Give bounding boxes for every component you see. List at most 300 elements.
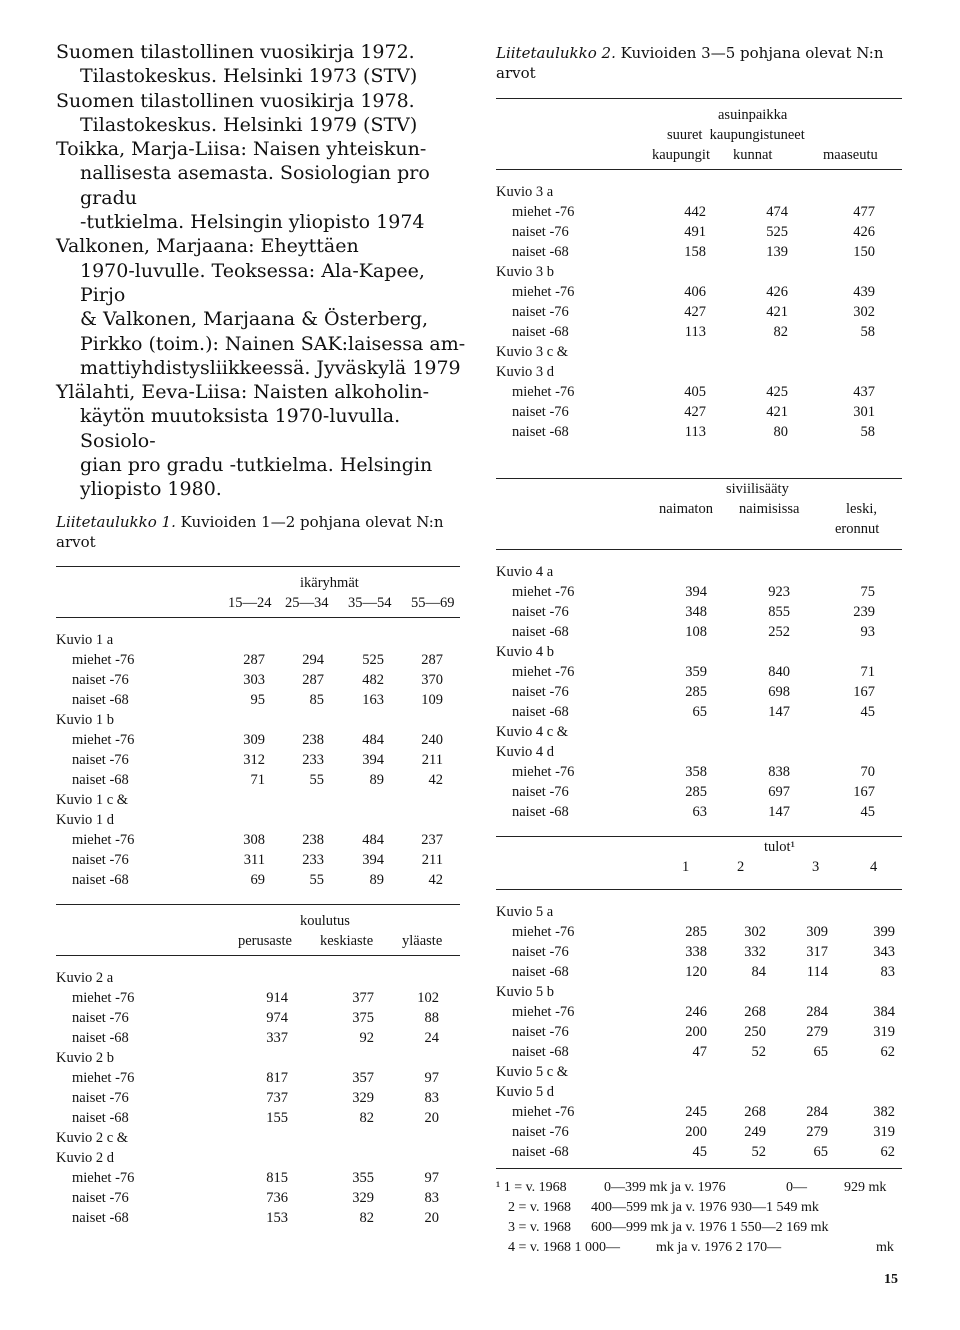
table-row <box>56 1128 460 1148</box>
table-row <box>496 642 902 662</box>
reference-entry <box>56 89 466 138</box>
column-group-header <box>496 479 902 499</box>
table-cell: 42 <box>428 772 443 788</box>
table-cell: 359 <box>685 664 707 680</box>
table-row <box>496 902 902 922</box>
reference-line: 1970-luvulle. Teoksessa: Ala-Kapee, Pirjo <box>80 259 425 306</box>
table-cell: 200 <box>685 1024 707 1040</box>
row-label: Kuvio 4 c & <box>496 724 569 740</box>
table-cell: 375 <box>352 1010 374 1026</box>
footnote-part: 600—999 mk ja v. 1976 1 550—2 169 mk <box>591 1220 829 1235</box>
column-group-label: ikäryhmät <box>300 575 359 591</box>
table-cell: 63 <box>692 804 707 820</box>
table-cell: 525 <box>362 652 384 668</box>
row-label: naiset -68 <box>512 1144 569 1160</box>
table2-caption-text: Kuvioiden 3—5 pohjana olevat N:n <box>620 44 884 62</box>
row-label: naiset -68 <box>512 424 569 440</box>
footnote-part: 929 mk <box>844 1180 887 1195</box>
table-cell: 384 <box>873 1004 895 1020</box>
table-cell: 24 <box>424 1030 439 1046</box>
table-row <box>56 988 460 1008</box>
table-cell: 52 <box>751 1044 766 1060</box>
table-cell: 442 <box>684 204 706 220</box>
table-row <box>56 730 460 750</box>
reference-line: Suomen tilastollinen vuosikirja 1978. <box>56 89 415 112</box>
table-row <box>496 722 902 742</box>
table-cell: 237 <box>421 832 443 848</box>
table-row <box>56 1088 460 1108</box>
table-cell: 65 <box>813 1144 828 1160</box>
table-row <box>496 1002 902 1022</box>
table-row <box>56 710 460 730</box>
column-header: 1 <box>682 859 690 875</box>
table-row <box>496 1122 902 1142</box>
table-cell: 287 <box>243 652 265 668</box>
table-row <box>56 1028 460 1048</box>
table-cell: 303 <box>243 672 265 688</box>
table-cell: 817 <box>266 1070 288 1086</box>
table-cell: 238 <box>302 732 324 748</box>
table-row <box>496 322 902 342</box>
table-cell: 42 <box>428 872 443 888</box>
table-cell: 268 <box>744 1004 766 1020</box>
row-label: naiset -68 <box>512 964 569 980</box>
row-label: naiset -76 <box>512 684 569 700</box>
footnote-part: 0— <box>786 1180 807 1195</box>
table1-caption-text: Kuvioiden 1—2 pohjana olevat N:n <box>180 513 444 531</box>
row-label: naiset -68 <box>512 244 569 260</box>
row-label: miehet -76 <box>72 990 135 1006</box>
row-label: Kuvio 5 a <box>496 904 554 920</box>
table-row <box>496 982 902 1002</box>
reference-entry <box>56 40 466 89</box>
table-cell: 332 <box>744 944 766 960</box>
table-cell: 89 <box>369 872 384 888</box>
column-headers <box>496 145 902 165</box>
row-label: miehet -76 <box>72 652 135 668</box>
table-cell: 370 <box>421 672 443 688</box>
table-cell: 329 <box>352 1190 374 1206</box>
table-cell: 317 <box>806 944 828 960</box>
footnote-part: 4 = v. 1968 1 000— <box>508 1240 620 1255</box>
table-row <box>496 222 902 242</box>
table-cell: 70 <box>860 764 875 780</box>
table-cell: 348 <box>685 604 707 620</box>
row-label: Kuvio 4 d <box>496 744 554 760</box>
column-group-header <box>496 837 902 857</box>
table-row <box>496 802 902 822</box>
table-cell: 338 <box>685 944 707 960</box>
row-label: Kuvio 1 c & <box>56 792 129 808</box>
table-row <box>496 202 902 222</box>
table-cell: 246 <box>685 1004 707 1020</box>
row-label: naiset -76 <box>512 944 569 960</box>
row-label: miehet -76 <box>72 832 135 848</box>
table-row <box>496 742 902 762</box>
row-label: naiset -68 <box>512 704 569 720</box>
row-label: naiset -76 <box>72 1190 129 1206</box>
table-body-spacer <box>496 170 902 182</box>
column-header: naimisissa <box>739 501 800 517</box>
column-header: 25—34 <box>285 595 329 611</box>
footnote-rule <box>496 1168 902 1169</box>
reference-line: Valkonen, Marjaana: Eheyttäen <box>56 235 359 258</box>
row-label: miehet -76 <box>512 764 575 780</box>
column-group-label: asuinpaikka <box>718 107 788 123</box>
table-row <box>496 302 902 322</box>
row-label: naiset -68 <box>72 1210 129 1226</box>
table-cell: 284 <box>806 1004 828 1020</box>
table-row <box>496 762 902 782</box>
row-label: naiset -76 <box>72 1010 129 1026</box>
table-row <box>56 690 460 710</box>
table-cell: 71 <box>860 664 875 680</box>
table-row <box>496 1142 902 1162</box>
table-cell: 974 <box>266 1010 288 1026</box>
footnote-part: ¹ 1 = v. 1968 <box>496 1180 567 1195</box>
column-header: eronnut <box>835 521 880 537</box>
table-cell: 815 <box>266 1170 288 1186</box>
row-label: Kuvio 2 a <box>56 970 114 986</box>
table-cell: 923 <box>768 584 790 600</box>
table-cell: 425 <box>766 384 788 400</box>
table-cell: 153 <box>266 1210 288 1226</box>
row-label: naiset -76 <box>512 604 569 620</box>
table-row <box>496 702 902 722</box>
table-cell: 427 <box>684 304 706 320</box>
table-cell: 279 <box>806 1124 828 1140</box>
table-cell: 421 <box>766 404 788 420</box>
table-row <box>496 582 902 602</box>
table-row <box>56 1068 460 1088</box>
row-label: naiset -76 <box>72 1090 129 1106</box>
reference-line: käytön muutoksista 1970-luvulla. Sosiolo- <box>80 405 401 452</box>
column-header: 55—69 <box>411 595 455 611</box>
table-cell: 855 <box>768 604 790 620</box>
table-cell: 83 <box>424 1190 439 1206</box>
table-cell: 108 <box>685 624 707 640</box>
table-cell: 308 <box>243 832 265 848</box>
table-cell: 65 <box>813 1044 828 1060</box>
table-row <box>496 662 902 682</box>
reference-line: mattiyhdistysliikkeessä. Jyväskylä 1979 <box>80 356 461 379</box>
table-row <box>496 382 902 402</box>
table-cell: 93 <box>860 624 875 640</box>
table-cell: 113 <box>684 424 706 440</box>
table2-caption <box>496 43 906 83</box>
table-cell: 285 <box>685 924 707 940</box>
table-row <box>496 242 902 262</box>
column-header: 15—24 <box>228 595 272 611</box>
table-cell: 394 <box>685 584 707 600</box>
table-cell: 319 <box>873 1024 895 1040</box>
table-cell: 65 <box>692 704 707 720</box>
table-row <box>496 942 902 962</box>
row-label: naiset -76 <box>512 1024 569 1040</box>
footnote-part: 0—399 mk ja v. 1976 <box>604 1180 726 1195</box>
table-cell: 343 <box>873 944 895 960</box>
row-label: naiset -68 <box>72 872 129 888</box>
table-cell: 737 <box>266 1090 288 1106</box>
row-label: naiset -68 <box>72 1030 129 1046</box>
column-headers <box>496 499 902 519</box>
table2-residence-section <box>496 98 902 442</box>
table-body-spacer <box>496 550 902 562</box>
table-cell: 113 <box>684 324 706 340</box>
table-cell: 45 <box>860 804 875 820</box>
row-label: naiset -76 <box>512 224 569 240</box>
table-cell: 311 <box>243 852 265 868</box>
row-label: naiset -68 <box>512 624 569 640</box>
table-cell: 47 <box>692 1044 707 1060</box>
table-cell: 109 <box>421 692 443 708</box>
table2-caption-line2: arvot <box>496 64 536 82</box>
row-label: naiset -68 <box>72 692 129 708</box>
table-cell: 406 <box>684 284 706 300</box>
table-cell: 697 <box>768 784 790 800</box>
table-cell: 302 <box>853 304 875 320</box>
table-row <box>56 1048 460 1068</box>
column-header: leski, <box>846 501 878 517</box>
table-row <box>496 342 902 362</box>
table1-age-section <box>56 566 460 890</box>
table-cell: 52 <box>751 1144 766 1160</box>
column-header: perusaste <box>238 933 292 949</box>
table-row <box>496 182 902 202</box>
table-row <box>56 1008 460 1028</box>
row-label: Kuvio 1 d <box>56 812 114 828</box>
table2-marital-section <box>496 478 902 822</box>
column-header: maaseutu <box>823 147 878 163</box>
table-row <box>56 790 460 810</box>
table-cell: 294 <box>302 652 324 668</box>
table-cell: 85 <box>309 692 324 708</box>
table-body-spacer <box>56 956 460 968</box>
row-label: Kuvio 2 d <box>56 1150 114 1166</box>
row-label: naiset -76 <box>72 672 129 688</box>
table-cell: 439 <box>853 284 875 300</box>
table-cell: 284 <box>806 1104 828 1120</box>
table-cell: 97 <box>424 1070 439 1086</box>
row-label: miehet -76 <box>512 924 575 940</box>
footnote-part: 400—599 mk ja v. 1976 <box>591 1200 727 1215</box>
row-label: naiset -68 <box>72 1110 129 1126</box>
table-cell: 233 <box>302 752 324 768</box>
reference-entry <box>56 234 466 380</box>
table-cell: 421 <box>766 304 788 320</box>
row-label: miehet -76 <box>512 204 575 220</box>
table-row <box>56 750 460 770</box>
table-row <box>56 870 460 890</box>
table-cell: 92 <box>359 1030 374 1046</box>
column-header: kunnat <box>733 147 773 163</box>
table-cell: 698 <box>768 684 790 700</box>
row-label: miehet -76 <box>72 1070 135 1086</box>
table-row <box>56 1168 460 1188</box>
row-label: Kuvio 3 a <box>496 184 554 200</box>
table-cell: 249 <box>744 1124 766 1140</box>
table-cell: 163 <box>362 692 384 708</box>
footnote-part: 3 = v. 1968 <box>508 1220 571 1235</box>
table-row <box>56 650 460 670</box>
table-cell: 20 <box>424 1110 439 1126</box>
row-label: Kuvio 3 b <box>496 264 554 280</box>
footnote-line <box>496 1198 906 1218</box>
table-cell: 252 <box>768 624 790 640</box>
table-row <box>496 602 902 622</box>
column-subgroup-label: suuret kaupungistuneet <box>667 127 805 143</box>
table-cell: 82 <box>359 1110 374 1126</box>
row-label: Kuvio 5 d <box>496 1084 554 1100</box>
column-subgroup-header <box>496 125 902 145</box>
footnote-part: 930—1 549 mk <box>731 1200 819 1215</box>
column-headers <box>56 593 460 613</box>
table-cell: 474 <box>766 204 788 220</box>
table-cell: 484 <box>362 832 384 848</box>
table1-caption-line2: arvot <box>56 533 96 551</box>
table-cell: 337 <box>266 1030 288 1046</box>
table2-caption-label: Liitetaulukko 2. <box>496 44 616 62</box>
reference-line: Tilastokeskus. Helsinki 1973 (STV) <box>80 65 418 88</box>
table-cell: 58 <box>860 424 875 440</box>
column-group-label: tulot¹ <box>764 839 795 855</box>
table-cell: 287 <box>421 652 443 668</box>
row-label: Kuvio 4 b <box>496 644 554 660</box>
table-cell: 58 <box>860 324 875 340</box>
table-row <box>496 282 902 302</box>
reference-line: & Valkonen, Marjaana & Österberg, <box>80 308 429 331</box>
row-label: naiset -68 <box>512 804 569 820</box>
column-header: naimaton <box>659 501 713 517</box>
reference-line: Ylälahti, Eeva-Liisa: Naisten alkoholin- <box>56 381 430 404</box>
footnote-line <box>496 1218 906 1238</box>
reference-entry <box>56 380 466 501</box>
footnote-part: mk <box>876 1240 894 1255</box>
table-cell: 147 <box>768 804 790 820</box>
table-row <box>496 1082 902 1102</box>
row-label: naiset -76 <box>72 852 129 868</box>
table-cell: 20 <box>424 1210 439 1226</box>
table-row <box>496 622 902 642</box>
column-header: 35—54 <box>348 595 392 611</box>
table-cell: 211 <box>421 852 443 868</box>
reference-line: Toikka, Marja-Liisa: Naisen yhteiskun- <box>56 138 427 161</box>
table-row <box>496 262 902 282</box>
income-footnote <box>496 1178 906 1258</box>
reference-line: yliopisto 1980. <box>80 478 222 501</box>
table-cell: 158 <box>684 244 706 260</box>
column-header: 2 <box>737 859 745 875</box>
column-headers <box>496 857 902 877</box>
table-cell: 285 <box>685 684 707 700</box>
table-cell: 71 <box>250 772 265 788</box>
table-row <box>496 782 902 802</box>
table-cell: 437 <box>853 384 875 400</box>
table-cell: 484 <box>362 732 384 748</box>
table1-education-section <box>56 904 460 1228</box>
table-cell: 139 <box>766 244 788 260</box>
table-cell: 309 <box>243 732 265 748</box>
column-group-header <box>496 105 902 125</box>
row-label: miehet -76 <box>512 584 575 600</box>
table-cell: 312 <box>243 752 265 768</box>
table-body-spacer <box>56 618 460 630</box>
column-group-header <box>56 573 460 593</box>
table-cell: 491 <box>684 224 706 240</box>
table-cell: 309 <box>806 924 828 940</box>
row-label: miehet -76 <box>512 284 575 300</box>
table-cell: 319 <box>873 1124 895 1140</box>
table-row <box>496 422 902 442</box>
table-cell: 394 <box>362 752 384 768</box>
table-row <box>56 830 460 850</box>
column-header: keskiaste <box>320 933 374 949</box>
table-cell: 405 <box>684 384 706 400</box>
table-row <box>496 682 902 702</box>
table-cell: 426 <box>766 284 788 300</box>
table-cell: 83 <box>880 964 895 980</box>
table-cell: 102 <box>417 990 439 1006</box>
row-label: naiset -68 <box>512 1044 569 1060</box>
row-label: naiset -68 <box>72 772 129 788</box>
table-cell: 82 <box>773 324 788 340</box>
column-header: yläaste <box>402 933 443 949</box>
table-row <box>56 670 460 690</box>
footnote-part: 2 = v. 1968 <box>508 1200 571 1215</box>
column-header: kaupungit <box>652 147 710 163</box>
table-cell: 285 <box>685 784 707 800</box>
table-cell: 97 <box>424 1170 439 1186</box>
row-label: Kuvio 1 a <box>56 632 114 648</box>
table-cell: 84 <box>751 964 766 980</box>
table-row <box>496 962 902 982</box>
table-cell: 477 <box>853 204 875 220</box>
table-cell: 233 <box>302 852 324 868</box>
table-cell: 147 <box>768 704 790 720</box>
table-cell: 245 <box>685 1104 707 1120</box>
row-label: Kuvio 3 d <box>496 364 554 380</box>
table2-income-section <box>496 836 902 1162</box>
table-header-spacer <box>496 877 902 889</box>
row-label: naiset -76 <box>512 784 569 800</box>
table-cell: 45 <box>692 1144 707 1160</box>
table-cell: 525 <box>766 224 788 240</box>
table-row <box>56 770 460 790</box>
table-cell: 357 <box>352 1070 374 1086</box>
table-cell: 120 <box>685 964 707 980</box>
table1-caption-label: Liitetaulukko 1. <box>56 513 176 531</box>
table-cell: 377 <box>352 990 374 1006</box>
footnote-line <box>496 1178 906 1198</box>
row-label: Kuvio 2 c & <box>56 1130 129 1146</box>
row-label: Kuvio 5 b <box>496 984 554 1000</box>
table-cell: 399 <box>873 924 895 940</box>
table-cell: 838 <box>768 764 790 780</box>
row-label: naiset -76 <box>512 304 569 320</box>
column-group-label: siviilisääty <box>726 481 789 497</box>
table-cell: 95 <box>250 692 265 708</box>
reference-entry <box>56 137 466 234</box>
reference-line: Tilastokeskus. Helsinki 1979 (STV) <box>80 113 418 136</box>
column-group-header <box>56 911 460 931</box>
table-row <box>496 1102 902 1122</box>
page-number: 15 <box>884 1272 898 1287</box>
table-cell: 250 <box>744 1024 766 1040</box>
table-cell: 840 <box>768 664 790 680</box>
table-row <box>496 1062 902 1082</box>
table-cell: 45 <box>860 704 875 720</box>
table-cell: 62 <box>880 1044 895 1060</box>
